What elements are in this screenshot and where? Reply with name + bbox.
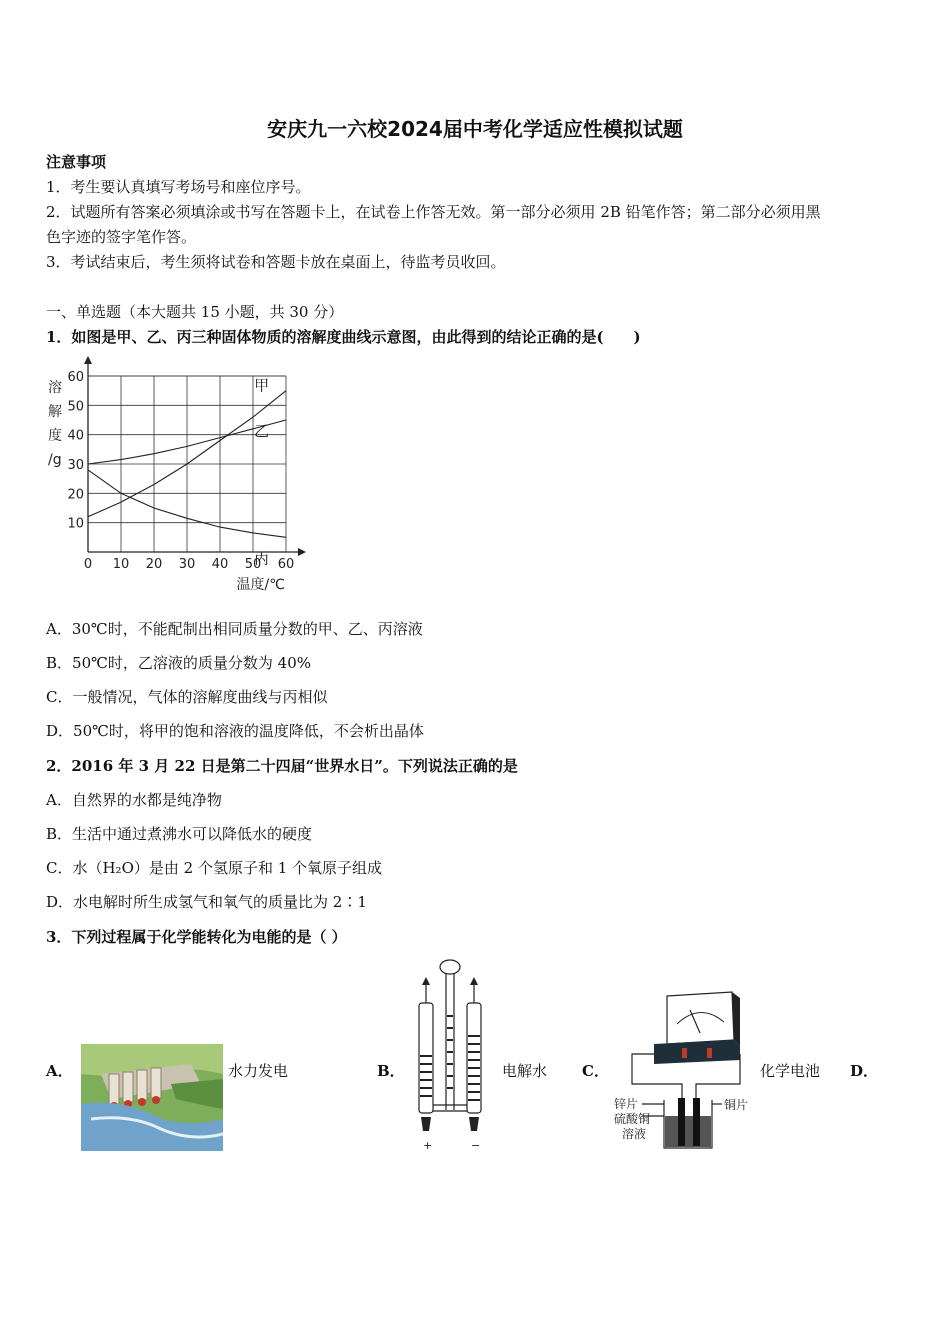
y-axis-label-char: 溶 (48, 380, 62, 396)
q3-option-c-letter: C． (582, 1062, 609, 1080)
solubility-chart (40, 352, 310, 597)
q2-option-a: A．自然界的水都是纯净物 (46, 791, 222, 809)
question-2-stem: 2．2016 年 3 月 22 日是第二十四届“世界水日”。下列说法正确的是 (46, 757, 518, 775)
notice-item: 3．考试结束后，考生须将试卷和答题卡放在桌面上，待监考员收回。 (46, 253, 506, 271)
q3-option-a-text: 水力发电 (228, 1062, 289, 1080)
x-tick-label: 0 (83, 557, 93, 572)
page-title: 安庆九一六校2024届中考化学适应性模拟试题 (267, 117, 683, 141)
solution-label: 溶液 (622, 1127, 647, 1141)
notice-item: 色字迹的签字笔作答。 (46, 228, 197, 246)
x-axis-arrow (298, 548, 306, 556)
series-label: 乙 (254, 422, 270, 440)
question-1-stem: 1．如图是甲、乙、丙三种固体物质的溶解度曲线示意图，由此得到的结论正确的是( ) (46, 328, 641, 346)
q2-option-c: C．水（H₂O）是由 2 个氢原子和 1 个氧原子组成 (46, 859, 383, 877)
x-tick-label: 10 (112, 557, 130, 572)
plus-sign: + (423, 1139, 433, 1152)
series-label: 丙 (254, 549, 270, 568)
q1-option-d: D．50℃时，将甲的饱和溶液的温度降低，不会析出晶体 (46, 722, 424, 740)
q2-option-d: D．水电解时所生成氢气和氧气的质量比为 2∶1 (46, 893, 367, 911)
copper-label: 铜片 (724, 1098, 749, 1112)
x-axis-label: 温度/℃ (236, 577, 285, 593)
y-axis-label-char: /g (48, 452, 62, 468)
y-tick-label: 30 (67, 458, 84, 473)
y-tick-label: 20 (67, 487, 84, 503)
notice-heading: 注意事项 (46, 153, 107, 171)
x-tick-label: 50 (244, 557, 262, 572)
q3-option-d-letter: D． (850, 1062, 879, 1080)
q3-option-c-text: 化学电池 (760, 1062, 821, 1080)
x-tick-label: 40 (211, 557, 229, 572)
question-3-stem: 3．下列过程属于化学能转化为电能的是（ ） (46, 928, 347, 946)
q3-option-b-letter: B． (377, 1062, 405, 1080)
q3-option-b-text: 电解水 (502, 1062, 548, 1080)
y-axis-arrow (84, 356, 92, 364)
ammeter (654, 992, 740, 1064)
q2-option-b: B．生活中通过煮沸水可以降低水的硬度 (46, 825, 313, 843)
x-tick-label: 30 (178, 557, 196, 572)
x-tick-label: 20 (145, 557, 163, 572)
x-tick-label: 60 (277, 557, 295, 572)
q1-option-a: A．30℃时，不能配制出相同质量分数的甲、乙、丙溶液 (46, 620, 423, 638)
q3-option-a-letter: A． (46, 1062, 73, 1080)
minus-sign: − (471, 1139, 481, 1152)
y-tick-label: 50 (67, 399, 84, 415)
y-axis-label-char: 解 (48, 404, 62, 420)
notice-item: 1．考生要认真填写考场号和座位序号。 (46, 178, 311, 196)
zinc-label: 锌片 (614, 1097, 639, 1111)
chart-axes (84, 356, 306, 556)
y-tick-label: 40 (67, 428, 84, 444)
q1-option-c: C．一般情况，气体的溶解度曲线与丙相似 (46, 688, 328, 706)
section-heading: 一、单选题（本大题共 15 小题，共 30 分） (46, 303, 344, 321)
y-tick-label: 60 (67, 370, 84, 385)
hydropower-image (81, 1044, 223, 1151)
series-label: 甲 (254, 376, 270, 395)
electrolysis-apparatus (405, 955, 495, 1155)
y-tick-label: 10 (67, 516, 84, 532)
q1-option-b: B．50℃时，乙溶液的质量分数为 40% (46, 654, 311, 672)
y-axis-label-char: 度 (48, 428, 62, 444)
notice-item: 2．试题所有答案必须填涂或书写在答题卡上，在试卷上作答无效。第一部分必须用 2B 铅笔作答；第二部分必须用黑 (46, 203, 821, 221)
chemical-battery-diagram (612, 988, 762, 1150)
copper-sulfate-label: 硫酸铜 (614, 1112, 651, 1126)
chart-labels (48, 370, 294, 593)
